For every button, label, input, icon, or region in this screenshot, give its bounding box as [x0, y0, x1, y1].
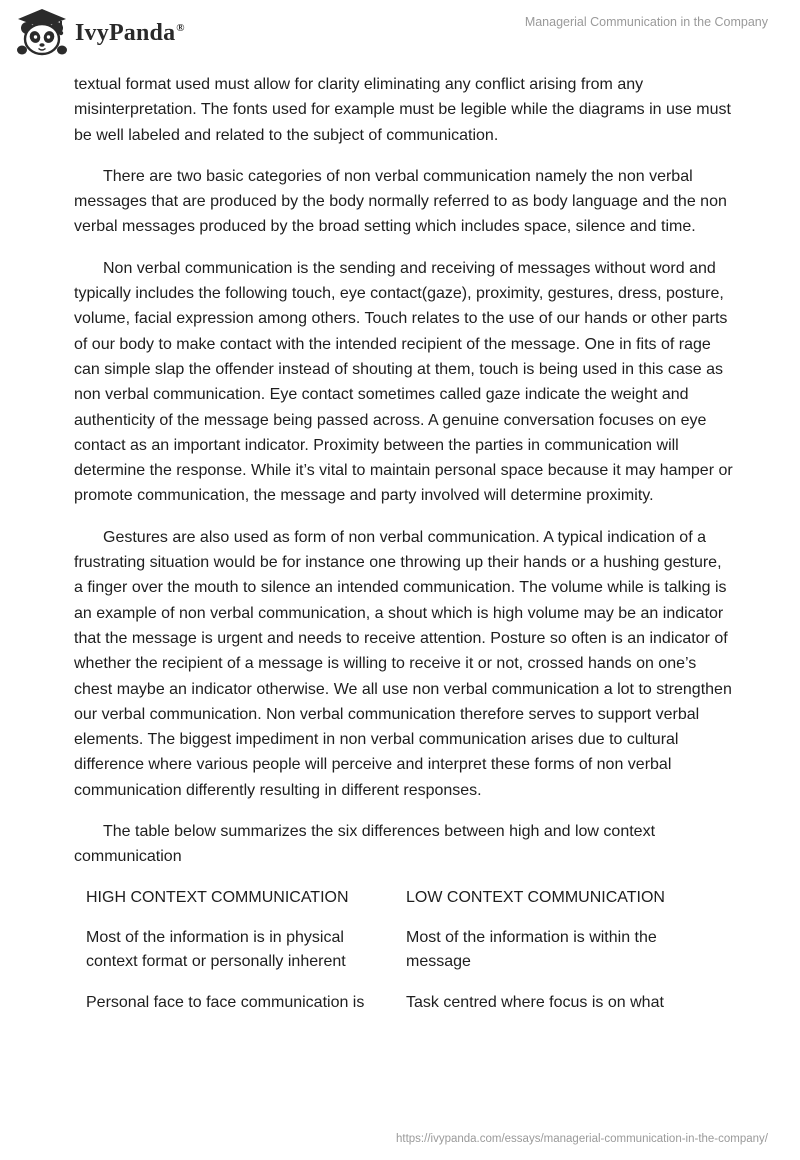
brand-name: IvyPanda® — [75, 20, 185, 46]
paragraph-4: Gestures are also used as form of non verbal communication. A typical indication of a frustrating situation would be for instance one throwing up their hands or a hushing gesture, a finger over the mouth to silence an intended communication. The volume while is talking is an example of non verbal communication, a shout which is high volume may be an indicator that the message is urgent and needs to receive attention. Posture so often is an indicator of whether the recipient of a message is willing to receive it or not, crossed hands on one’s chest maybe an indicator otherwise. We all use non verbal communication a lot to strengthen our verbal communication. Non verbal communication therefore serves to support verbal elements. The biggest impediment in non verbal communication arises due to cultural difference where various people will perceive and interpret these forms of non verbal communication differently resulting in different responses. — [74, 528, 732, 799]
table-cell: Personal face to face communication is — [86, 993, 365, 1011]
source-url-link[interactable]: https://ivypanda.com/essays/managerial-communication-in-the-company/ — [396, 1133, 768, 1145]
document-title: Managerial Communication in the Company — [524, 15, 768, 29]
paragraph-5: The table below summarizes the six differences between high and low context communication — [74, 823, 656, 866]
table-header-row — [75, 886, 715, 926]
page-header — [0, 0, 800, 66]
comparison-table — [75, 886, 715, 1032]
table-cell: Task centred where focus is on what — [406, 993, 664, 1011]
logo[interactable] — [14, 8, 185, 58]
table-header-cell: LOW CONTEXT COMMUNICATION — [406, 888, 665, 906]
paragraph-1: textual format used must allow for clarity eliminating any conflict arising from any misinterpretation. The fonts used for example must be legible while the diagrams in use must be well labeled and related to the subject of communication. — [74, 76, 731, 144]
panda-logo-icon — [14, 8, 70, 58]
paragraph-2: There are two basic categories of non verbal communication namely the non verbal messages that are produced by the body normally referred to as body language and the non verbal messages produced by the broad setting which includes space, silence and time. — [74, 167, 727, 236]
paragraph-3: Non verbal communication is the sending and receiving of messages without word and typically includes the following touch, eye contact(gaze), proximity, gestures, dress, posture, volume, facial expression among others. Touch relates to the use of our hands or other parts of our body to make contact with the intended recipient of the message. One in fits of rage can simple slap the offender instead of shouting at them, touch is being used in this case as non verbal communication. Eye contact sometimes called gaze indicate the weight and authenticity of the message being passed across. A genuine conversation focuses on eye contact as an important indicator. Proximity between the parties in communication will determine the response. While it’s vital to maintain personal space because it may hamper or promote communication, the message and party involved will determine proximity. — [74, 259, 733, 505]
table-cell: Most of the information is within the message — [406, 928, 657, 970]
table-row — [75, 926, 715, 991]
table-cell: Most of the information is in physical context format or personally inherent — [86, 928, 346, 970]
table-header-cell: HIGH CONTEXT COMMUNICATION — [86, 888, 349, 906]
table-row — [75, 991, 715, 1032]
essay-body — [74, 72, 734, 1032]
